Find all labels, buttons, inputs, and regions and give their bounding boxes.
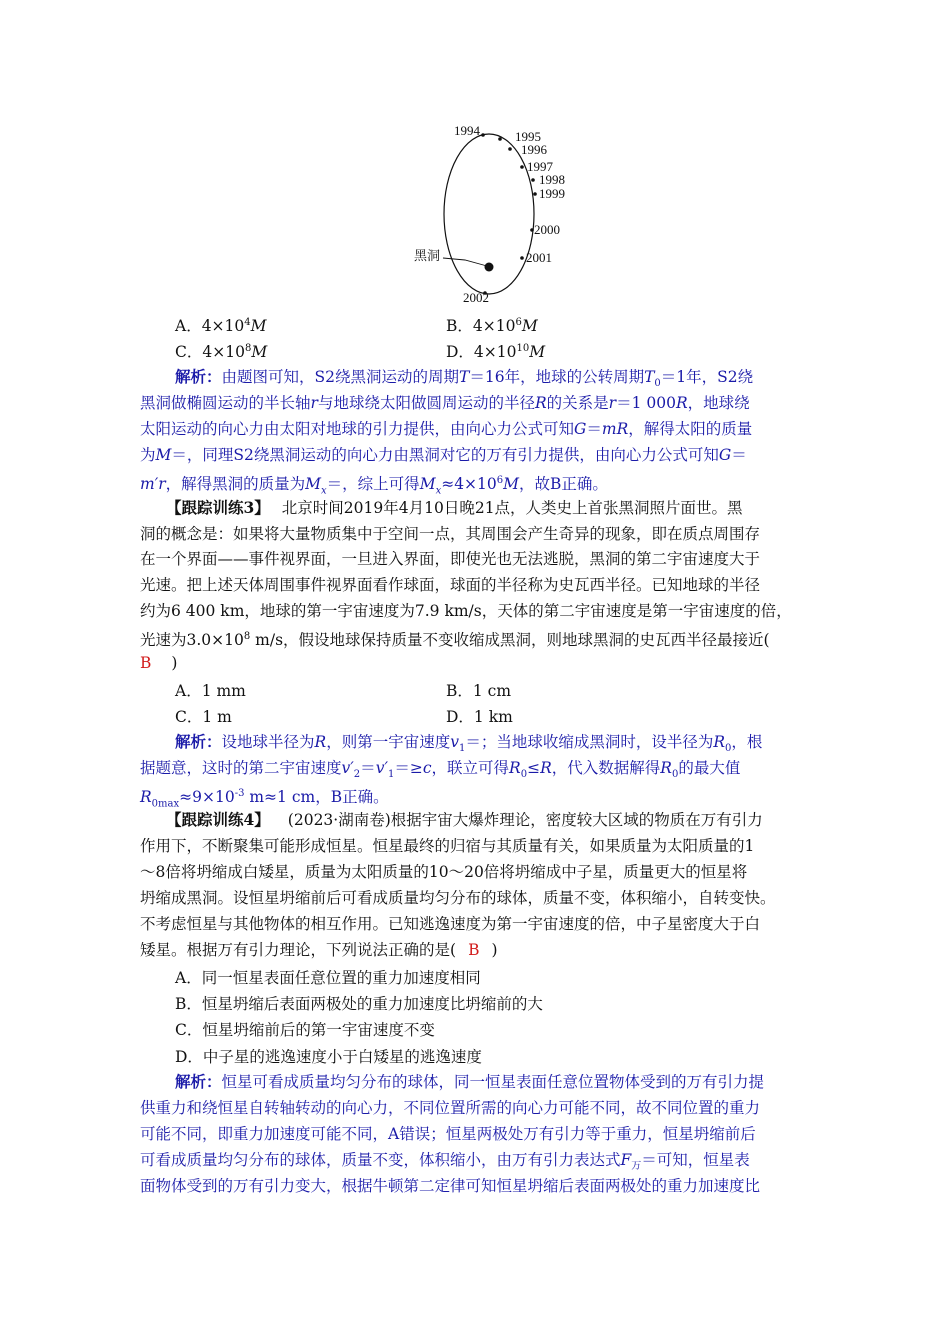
q3-line-1: 【跟踪训练3】 北京时间2019年4月10日晚21点，人类史上首张黑洞照片面世。黑: [166, 498, 743, 517]
q3-line-3: 在一个界面——事件视界面，一旦进入界面，即使光也无法逃脱，黑洞的第二宇宙速度大于: [140, 550, 761, 568]
q2-option-a: A．$4\times 10^4M$: [175, 316, 267, 335]
black-hole-point: [485, 263, 494, 272]
q4-analysis-line-1: 解析：恒星可看成质量均匀分布的球体，同一恒星表面任意位置物体受到的万有引力提: [175, 1072, 765, 1091]
q3-answer: B: [140, 654, 152, 672]
q2-analysis-line-5: m′r，解得黑洞的质量为$M_x=$，综上可得$M_x\approx 4\times 10^6M$，故B正确。: [140, 475, 608, 497]
q3-analysis-line-3: $R_{0max}\approx 9\times 10^{-3}$ m≈1 cm，B正确。: [140, 788, 389, 810]
point-1996: [508, 147, 512, 151]
q4-analysis-line-2: 供重力和绕恒星自转轴转动的向心力，不同位置所需的向心力可能不同，故不同位置的重力: [140, 1099, 761, 1117]
q3-analysis-line-2: 据题意，这时的第二宇宙速度$v'_2=v'_1=\ge c$，联立可得$R_0\le R$，代入数据解得$R_0$的最大值: [140, 759, 741, 781]
q4-line-4: 坍缩成黑洞。设恒星坍缩前后可看成质量均匀分布的球体，质量不变，体积缩小，自转变快。: [140, 889, 776, 907]
label-1996: 1996: [521, 142, 547, 157]
q2-analysis-line-4: 为M＝，同理S2绕黑洞运动的向心力由黑洞对它的万有引力提供，由向心力公式可知G＝: [140, 446, 747, 464]
q3-option-a: A．1 mm: [175, 682, 246, 700]
q4-line-5: 不考虑恒星与其他物体的相互作用。已知逃逸速度为第一宇宙速度的倍，中子星密度大于白: [140, 915, 761, 933]
label-1999: 1999: [539, 186, 565, 201]
q4-analysis-line-3: 可能不同，即重力加速度可能不同，A错误；恒星两极处万有引力等于重力，恒星坍缩前后: [140, 1125, 756, 1143]
label-2000: 2000: [534, 222, 560, 237]
label-2002: 2002: [463, 290, 489, 305]
q4-line-2: 作用下，不断聚集可能形成恒星。恒星最终的归宿与其质量有关，如果质量为太阳质量的1: [140, 837, 755, 855]
q4-line-3: ～8倍将坍缩成白矮星，质量为太阳质量的10～20倍将坍缩成中子星，质量更大的恒星将: [140, 863, 748, 881]
label-1998: 1998: [539, 172, 565, 187]
point-1999: [533, 192, 537, 196]
label-black-hole: 黑洞: [414, 248, 441, 263]
q4-line-1: 【跟踪训练4】 (2023·湖南卷)根据宇宙大爆炸理论，密度较大区域的物质在万有引力: [166, 810, 763, 829]
label-2001: 2001: [526, 250, 552, 265]
point-1998: [531, 178, 535, 182]
black-hole-leader: [443, 258, 487, 266]
q3-line-2: 洞的概念是：如果将大量物质集中于空间一点，其周围会产生奇异的现象，即在质点周围存: [140, 525, 761, 543]
q2-option-b: B．$4\times 10^6M$: [446, 316, 538, 335]
point-1994: [481, 133, 485, 137]
q4-answer: B: [468, 941, 480, 959]
q4-line-6: 矮星。根据万有引力理论，下列说法正确的是( B ): [140, 941, 498, 959]
q4-option-c: C．恒星坍缩前后的第一宇宙速度不变: [175, 1021, 435, 1039]
q3-line-5: 约为6 400 km，地球的第一宇宙速度为7.9 km/s，天体的第二宇宙速度是第一宇宙速度的倍，: [140, 602, 792, 620]
q4-analysis-line-4: 可看成质量均匀分布的球体，质量不变，体积缩小，由万有引力表达式$F_万=$可知，恒星表: [140, 1151, 750, 1173]
q4-option-a: A．同一恒星表面任意位置的重力加速度相同: [175, 969, 481, 987]
q2-option-d: D．$4\times 10^{10}M$: [446, 342, 546, 361]
q2-option-c: C．$4\times 10^8M$: [175, 342, 268, 361]
q4-title: 【跟踪训练4】: [166, 810, 270, 829]
label-1994: 1994: [454, 123, 480, 138]
q3-analysis-line-1: 解析：设地球半径为R，则第一宇宙速度$v_1=$；当地球收缩成黑洞时，设半径为$R_0$，根: [175, 732, 763, 755]
label-1997: 1997: [527, 159, 553, 174]
q3-option-d: D．1 km: [446, 708, 513, 726]
q2-analysis-line-3: 太阳运动的向心力由太阳对地球的引力提供，由向心力公式可知G＝mR，解得太阳的质量: [140, 420, 753, 438]
q2-analysis-line-2: 黑洞做椭圆运动的半长轴r与地球绕太阳做圆周运动的半径R的关系是r＝1 000R，地球绕: [140, 394, 750, 412]
point-1997: [520, 165, 524, 169]
point-1995: [498, 137, 502, 141]
q4-analysis-line-5: 面物体受到的万有引力变大，根据牛顿第二定律可知恒星坍缩后表面两极处的重力加速度比: [140, 1177, 761, 1195]
q3-option-c: C．1 m: [175, 708, 232, 726]
point-2001: [520, 256, 524, 260]
q3-title: 【跟踪训练3】: [166, 498, 270, 517]
q3-option-b: B．1 cm: [446, 682, 512, 700]
q4-option-b: B．恒星坍缩后表面两极处的重力加速度比坍缩前的大: [175, 995, 543, 1013]
q3-line-6: 光速为$3.0\times 10^8$ m/s，假设地球保持质量不变收缩成黑洞，则地球黑洞的史瓦西半径最接近(: [140, 631, 770, 650]
q4-option-d: D．中子星的逃逸速度小于白矮星的逃逸速度: [175, 1048, 482, 1066]
q3-line-7: B ): [140, 654, 178, 672]
q3-line-4: 光速。把上述天体周围事件视界面看作球面，球面的半径称为史瓦西半径。已知地球的半径: [140, 576, 761, 594]
q2-analysis-line-1: 解析：由题图可知，S2绕黑洞运动的周期T＝16年，地球的公转周期$T_0=1$年，S2绕: [175, 367, 754, 390]
orbit-figure: [270, 118, 590, 310]
label-1995: 1995: [515, 129, 541, 144]
